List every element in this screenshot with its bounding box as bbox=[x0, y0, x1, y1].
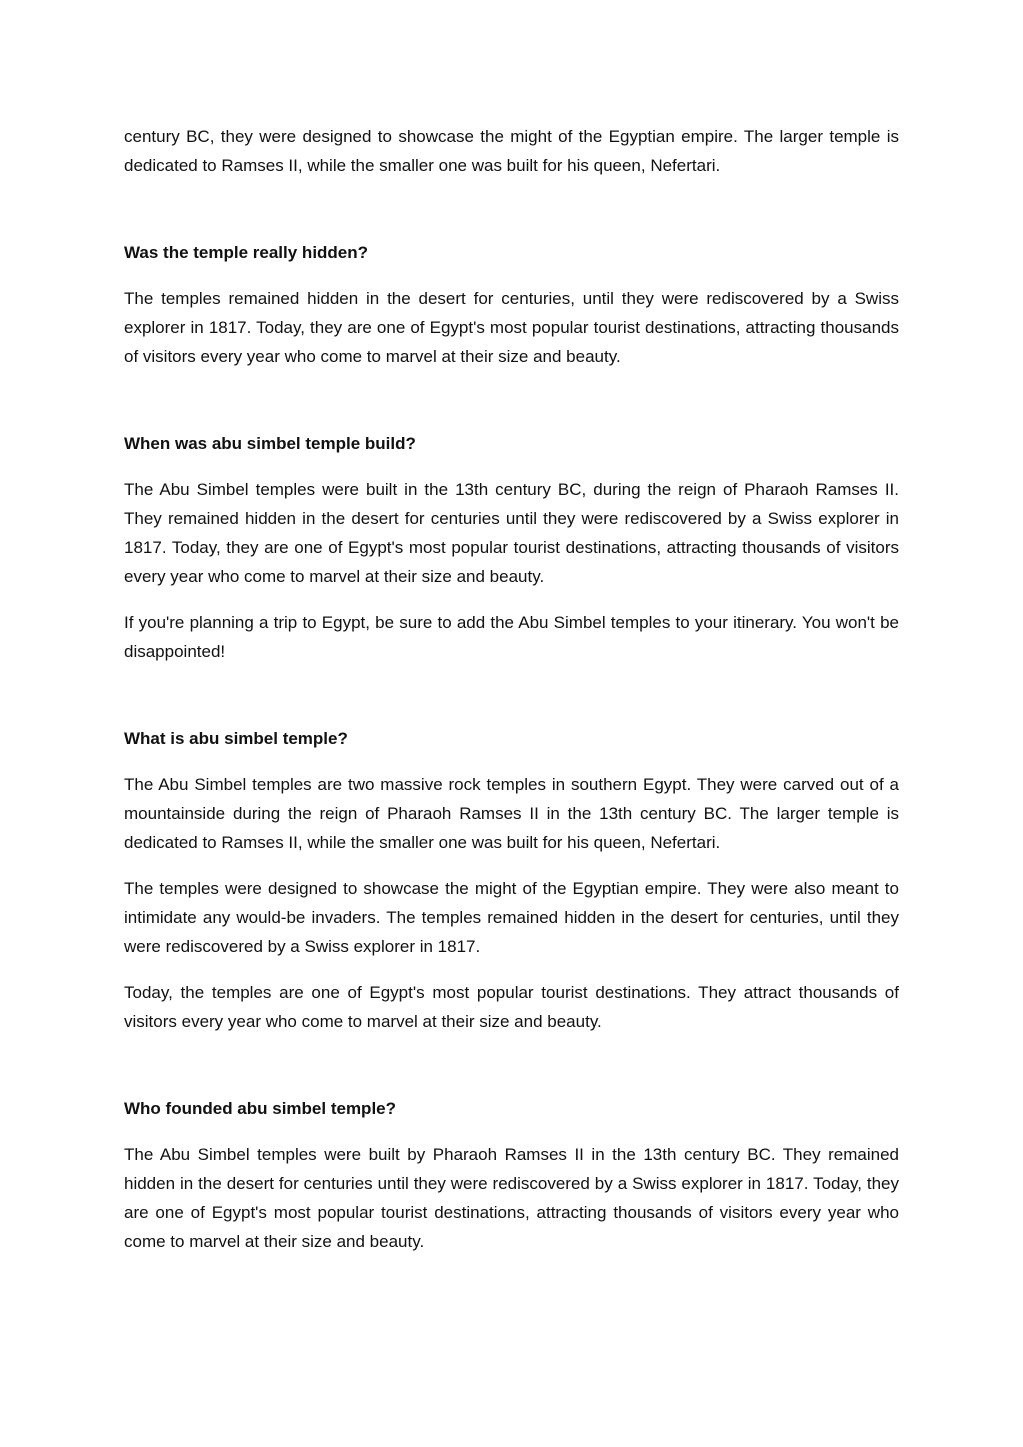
section-paragraph: Today, the temples are one of Egypt's most popular tourist destinations. They attract thousands of visitors every year who come to marvel at their size and beauty. bbox=[124, 983, 899, 1031]
section-what-is bbox=[124, 724, 899, 1036]
section-who-founded bbox=[124, 1094, 899, 1256]
section-paragraph: The temples were designed to showcase the might of the Egyptian empire. They were also meant to intimidate any would-be invaders. The temples remained hidden in the desert for centuries, until they were rediscovered by a Swiss explorer in 1817. bbox=[124, 879, 899, 956]
intro-paragraph: century BC, they were designed to showcase the might of the Egyptian empire. The larger temple is dedicated to Ramses II, while the smaller one was built for his queen, Nefertari. bbox=[124, 127, 899, 175]
document-page bbox=[124, 122, 899, 1273]
section-temple-hidden bbox=[124, 238, 899, 371]
section-heading: Who founded abu simbel temple? bbox=[124, 1099, 396, 1118]
section-paragraph: The temples remained hidden in the desert for centuries, until they were rediscovered by a Swiss explorer in 1817. Today, they are one of Egypt's most popular tourist destinations, attracting thousands of visitors every year who come to marvel at their size and beauty. bbox=[124, 289, 899, 366]
section-paragraph: The Abu Simbel temples were built in the 13th century BC, during the reign of Pharaoh Ramses II. They remained hidden in the desert for centuries until they were rediscovered by a Swiss explorer in 1817. Today, they are one of Egypt's most popular tourist destinations, attracting thousands of visitors every year who come to marvel at their size and beauty. bbox=[124, 480, 899, 586]
section-heading: What is abu simbel temple? bbox=[124, 729, 348, 748]
section-paragraph: If you're planning a trip to Egypt, be sure to add the Abu Simbel temples to your itinerary. You won't be disappointed! bbox=[124, 613, 899, 661]
section-heading: Was the temple really hidden? bbox=[124, 243, 369, 262]
section-when-built bbox=[124, 429, 899, 666]
section-paragraph: The Abu Simbel temples were built by Pharaoh Ramses II in the 13th century BC. They remained hidden in the desert for centuries until they were rediscovered by a Swiss explorer in 1817. Today, they are one of Egypt's most popular tourist destinations, attracting thousands of visitors every year who come to marvel at their size and beauty. bbox=[124, 1145, 899, 1251]
section-heading: When was abu simbel temple build? bbox=[124, 434, 416, 453]
section-paragraph: The Abu Simbel temples are two massive rock temples in southern Egypt. They were carved out of a mountainside during the reign of Pharaoh Ramses II in the 13th century BC. The larger temple is dedicated to Ramses II, while the smaller one was built for his queen, Nefertari. bbox=[124, 775, 899, 852]
